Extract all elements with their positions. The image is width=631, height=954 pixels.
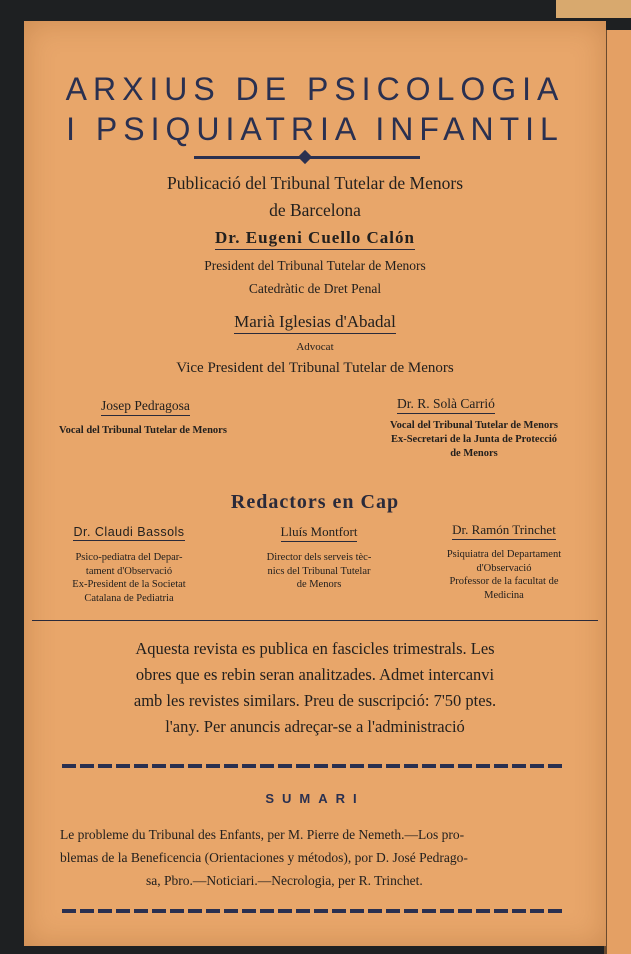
sumari-heading: SUMARI [265, 791, 365, 806]
redactor1-role-l3: Ex-President de la Societat [72, 579, 186, 590]
vocal1-name: Josep Pedragosa [101, 398, 190, 416]
redactor2-role [229, 551, 409, 592]
sumari-line3: sa, Pbro.—Noticiari.—Necrologia, per R. Trinchet. [146, 873, 423, 888]
redactor1-role-l4: Catalana de Pediatria [84, 592, 174, 604]
vice-name: Marià Iglesias d'Abadal [234, 312, 396, 334]
redactor1-role [34, 551, 224, 605]
redactor2-role-l2: nics del Tribunal Tutelar [267, 565, 371, 577]
notice-text [24, 636, 606, 740]
redactor1-name: Dr. Claudi Bassols [73, 525, 185, 539]
vocal2-role1: Vocal del Tribunal Tutelar de Menors [390, 420, 558, 431]
redactor3-role-l2: d'Observació [476, 562, 532, 574]
publication-line1: Publicació del Tribunal Tutelar de Menors [166, 173, 464, 193]
vocal2-name: Dr. R. Solà Carrió [397, 396, 495, 414]
redactor3-role-l4: Medicina [484, 589, 524, 601]
redactor3-name: Dr. Ramón Trinchet [452, 522, 556, 540]
notice-line4: l'any. Per anuncis adreçar-se a l'administració [165, 717, 465, 736]
vice-role2: Vice President del Tribunal Tutelar de Menors [176, 360, 454, 376]
notice-line1: Aquesta revista es publica en fascicles trimestrals. Les [135, 639, 495, 658]
redactor2-role-l1: Director dels serveis tèc- [266, 552, 372, 563]
vocal2-role3: de Menors [450, 448, 498, 459]
redactor3-role [409, 548, 599, 602]
next-page-edge [604, 30, 631, 954]
sumari-text [60, 823, 580, 892]
next-page-top [556, 0, 631, 18]
ornament-icon [298, 150, 312, 164]
redactors-heading: Redactors en Cap [230, 491, 400, 513]
notice-line3: amb les revistes similars. Preu de suscripció: 7'50 ptes. [133, 691, 497, 710]
director-name: Dr. Eugeni Cuello Calón [215, 228, 415, 250]
redactor3-role-l1: Psiquiatra del Departament [446, 549, 562, 560]
journal-page [24, 21, 606, 946]
vice-role1: Advocat [296, 341, 334, 353]
redactor3-role-l3: Professor de la facultat de [449, 576, 559, 587]
sumari-line2: blemas de la Beneficencia (Orientaciones y métodos), por D. José Pedrago- [60, 850, 468, 865]
vocal1-role: Vocal del Tribunal Tutelar de Menors [59, 425, 227, 436]
journal-title-line1: ARXIUS DE PSICOLOGIA [65, 71, 565, 107]
vocal2-role2: Ex-Secretari de la Junta de Protecció [390, 434, 558, 445]
notice-line2: obres que es rebin seran analitzades. Admet intercanvi [135, 665, 495, 684]
redactor2-name: Lluís Montfort [281, 524, 358, 542]
notice-rule [32, 620, 598, 621]
dotted-rule-bottom [62, 909, 562, 913]
director-role1: President del Tribunal Tutelar de Menors [204, 258, 426, 273]
journal-title-line2: I PSIQUIATRIA INFANTIL [66, 111, 564, 147]
redactor1-role-l2: tament d'Observació [85, 565, 173, 577]
dotted-rule-top [62, 764, 562, 768]
publication-line2: de Barcelona [269, 200, 361, 220]
redactor2-role-l3: de Menors [296, 579, 342, 590]
redactor1-role-l1: Psico-pediatra del Depar- [75, 552, 183, 563]
sumari-line1: Le probleme du Tribunal des Enfants, per M. Pierre de Nemeth.—Los pro- [60, 827, 465, 842]
director-role2: Catedràtic de Dret Penal [248, 281, 382, 296]
